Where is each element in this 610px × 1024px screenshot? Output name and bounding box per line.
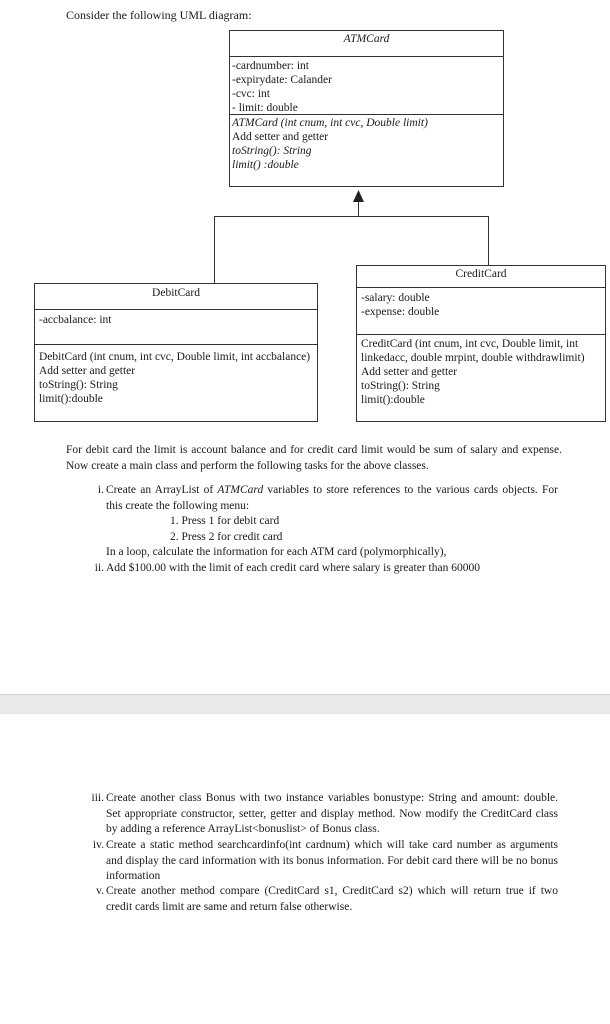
intro-text: Consider the following UML diagram: bbox=[66, 8, 252, 22]
creditcard-op-limit: limit():double bbox=[361, 394, 425, 406]
inheritance-stem bbox=[358, 200, 359, 216]
atmcard-op-setter-getter: Add setter and getter bbox=[232, 131, 329, 143]
task-i-text: Create an ArrayList of ATMCard variables to store references to the various cards objects. For this create the following menu: bbox=[106, 484, 558, 512]
task-ii-text: Add $100.00 with the limit of each credit card where salary is greater than 60000 bbox=[106, 562, 480, 574]
task-iii-number: iii. bbox=[91, 792, 104, 804]
creditcard-attributes bbox=[357, 288, 605, 335]
task-loop-text: In a loop, calculate the information for each ATM card (polymorphically), bbox=[106, 546, 447, 558]
description-paragraph: For debit card the limit is account balance and for credit card limit would be sum of salary and expense. Now create a main class and perform the following tasks for the above classes. bbox=[66, 444, 562, 472]
debitcard-attributes bbox=[35, 310, 317, 345]
task-iv-number: iv. bbox=[92, 839, 104, 851]
atmcard-operations bbox=[230, 115, 503, 172]
atmcard-attr-limit: - limit: double bbox=[232, 102, 298, 114]
uml-class-debitcard bbox=[34, 283, 318, 422]
menu-item-credit: 2. Press 2 for credit card bbox=[170, 530, 283, 543]
atmcard-attr-cvc: -cvc: int bbox=[232, 88, 270, 100]
creditcard-attr-salary: -salary: double bbox=[361, 292, 430, 304]
menu-list bbox=[170, 514, 282, 545]
debitcard-op-setter-getter: Add setter and getter bbox=[39, 365, 136, 377]
creditcard-op-constructor: CreditCard (int cnum, int cvc, Double limit, int linkedacc, double mrpint, double withdrawlimit) bbox=[361, 338, 585, 364]
debitcard-operations bbox=[35, 345, 317, 406]
task-iv bbox=[84, 838, 558, 885]
atmcard-attributes bbox=[230, 57, 503, 115]
uml-class-atmcard bbox=[229, 30, 504, 187]
atmcard-op-tostring: toString(): String bbox=[232, 145, 312, 157]
task-iii bbox=[84, 791, 558, 838]
debitcard-op-tostring: toString(): String bbox=[39, 379, 118, 391]
task-v-number: v. bbox=[96, 885, 104, 897]
inheritance-right-drop bbox=[488, 216, 489, 265]
page-break-divider bbox=[0, 694, 610, 714]
inheritance-horizontal bbox=[214, 216, 489, 217]
task-iv-text: Create a static method searchcardinfo(int cardnum) which will take card number as arguments and display the card information with its bonus information. For debit card there will be no bonus information bbox=[106, 839, 558, 882]
task-i-emphasis: ATMCard bbox=[217, 484, 264, 496]
atmcard-attr-expirydate: -expirydate: Calander bbox=[232, 74, 332, 86]
menu-item-debit: 1. Press 1 for debit card bbox=[170, 515, 280, 527]
debitcard-title: DebitCard bbox=[35, 284, 317, 310]
creditcard-operations bbox=[357, 335, 605, 407]
creditcard-op-setter-getter: Add setter and getter bbox=[361, 366, 458, 378]
atmcard-op-constructor: ATMCard (int cnum, int cvc, Double limit) bbox=[232, 117, 428, 129]
task-iii-text: Create another class Bonus with two instance variables bonustype: String and amount: double. Set appropriate constructor, setter, getter and display method. Now modify the CreditCard class by adding a reference ArrayList<bonuslist> of Bonus class. bbox=[106, 792, 558, 835]
inheritance-arrowhead-icon bbox=[353, 190, 364, 202]
uml-class-creditcard bbox=[356, 265, 606, 422]
atmcard-attr-cardnumber: -cardnumber: int bbox=[232, 60, 309, 72]
task-v bbox=[84, 884, 558, 915]
task-v-text: Create another method compare (CreditCard s1, CreditCard s2) which will return true if two credit cards limit are same and return false otherwise. bbox=[106, 885, 558, 913]
creditcard-op-tostring: toString(): String bbox=[361, 380, 440, 392]
creditcard-title: CreditCard bbox=[357, 266, 605, 288]
atmcard-title: ATMCard bbox=[230, 31, 503, 57]
inheritance-left-drop bbox=[214, 216, 215, 283]
task-i bbox=[84, 483, 558, 514]
task-loop bbox=[84, 545, 558, 561]
creditcard-attr-expense: -expense: double bbox=[361, 306, 440, 318]
debitcard-op-limit: limit():double bbox=[39, 393, 103, 405]
task-ii-number: ii. bbox=[94, 562, 104, 574]
debitcard-op-constructor: DebitCard (int cnum, int cvc, Double limit, int accbalance) bbox=[39, 351, 311, 363]
task-ii bbox=[84, 561, 558, 577]
debitcard-attr-accbalance: -accbalance: int bbox=[39, 314, 112, 326]
atmcard-op-limit: limit() :double bbox=[232, 159, 299, 171]
task-i-number: i. bbox=[97, 484, 104, 496]
